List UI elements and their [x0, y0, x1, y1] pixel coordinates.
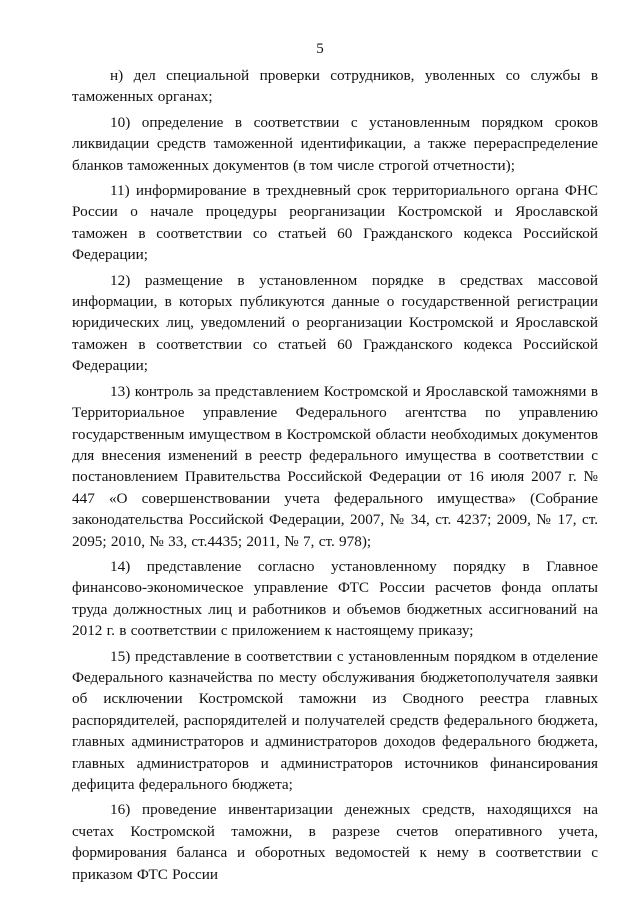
- paragraph-item-12: 12) размещение в установленном порядке в средствах массовой информации, в которых публикуются данные о государственной регистрации юридических лиц, уведомлений о реорганизации Костромской и Ярославской таможен в соответствии со статьей 60 Гражданского кодекса Российской Федерации;: [72, 271, 598, 375]
- page-number: 5: [316, 41, 324, 57]
- paragraph-item-13: 13) контроль за представлением Костромской и Ярославской таможнями в Территориальное управление Федерального агентства по управлению государственным имуществом в Костромской области необходимых документов для внесения изменений в реестр федерального имущества в соответствии с постановлением Правительства Российской Федерации от 16 июля 2007 г. № 447 «О совершенствовании учета федерального имущества» (Собрание законодательства Российской Федерации, 2007, № 34, ст. 4237; 2009, № 17, ст. 2095; 2010, № 33, ст.4435; 2011, № 7, ст. 978);: [72, 382, 598, 550]
- paragraph-item-n: н) дел специальной проверки сотрудников, уволенных со службы в таможенных органах;: [72, 67, 598, 106]
- paragraph-item-16: 16) проведение инвентаризации денежных средств, находящихся на счетах Костромской таможни, в разрезе счетов оперативного учета, формирования баланса и оборотных ведомостей к нему в соответствии с приказом ФТС России: [72, 801, 598, 883]
- document-body: [72, 65, 598, 889]
- paragraph-item-14: 14) представление согласно установленному порядку в Главное финансово-экономическое управление ФТС России расчетов фонда оплаты труда должностных лиц и работников и объемов бюджетных ассигнований на 2012 г. в соответствии с приложением к настоящему приказу;: [72, 557, 598, 640]
- paragraph-item-11: 11) информирование в трехдневный срок территориального органа ФНС России о начале процедуры реорганизации Костромской и Ярославской таможен в соответствии со статьей 60 Гражданского кодекса Российской Федерации;: [72, 182, 598, 264]
- paragraph-item-10: 10) определение в соответствии с установленным порядком сроков ликвидации средств таможенной идентификации, а также перераспределение бланков таможенных документов (в том числе строгой отчетности);: [72, 113, 598, 174]
- paragraph-item-15: 15) представление в соответствии с установленным порядком в отделение Федерального казначейства по месту обслуживания бюджетополучателя заявки об исключении Костромской таможни из Сводного реестра главных распорядителей, распорядителей и получателей средств федерального бюджета, главных администраторов и администраторов доходов федерального бюджета, главных администраторов и администраторов источников финансирования дефицита федерального бюджета;: [72, 647, 598, 793]
